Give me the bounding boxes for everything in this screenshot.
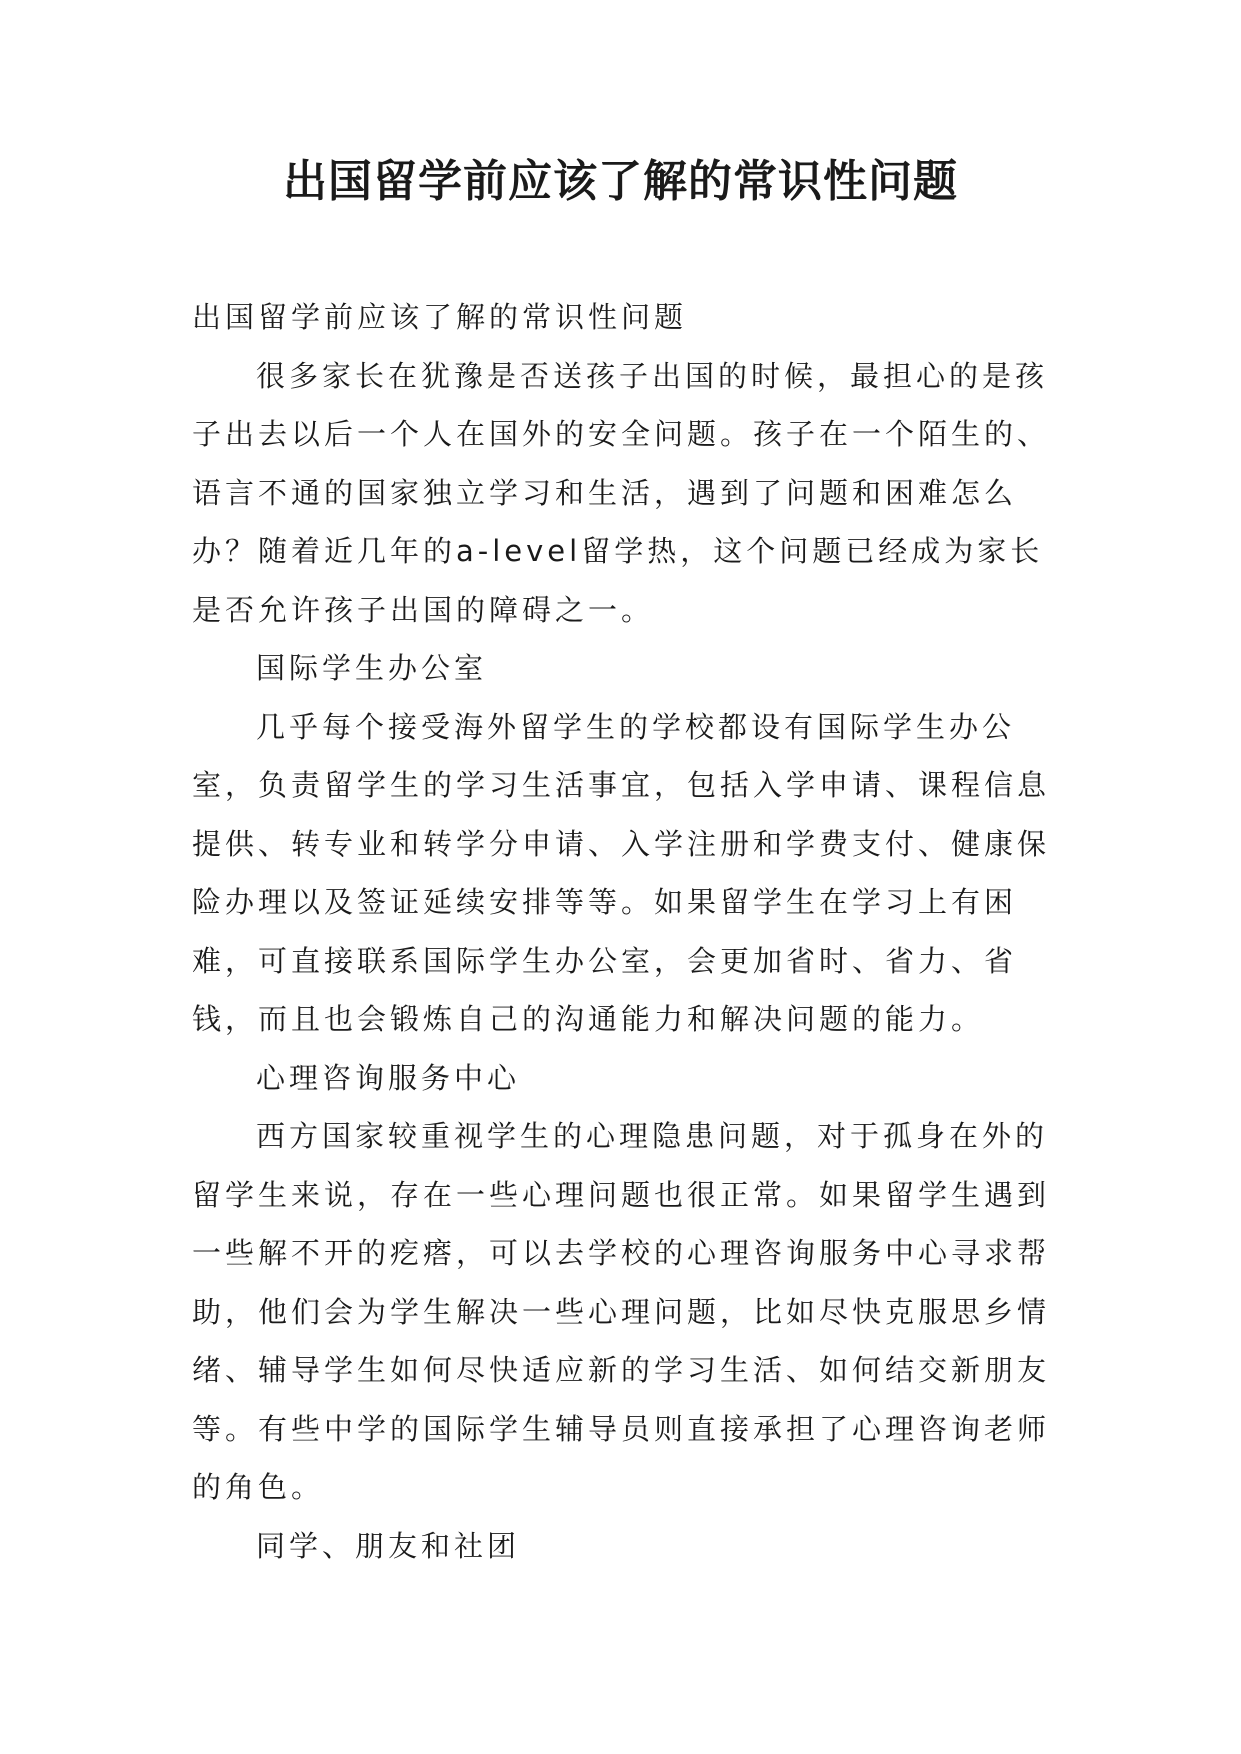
section-heading-counseling-center: 心理咨询服务中心 (256, 1060, 521, 1095)
counseling-center-paragraph: 西方国家较重视学生的心理隐患问题，对于孤身在外的留学生来说，存在一些心理问题也很正常。如果留学生遇到一些解不开的疙瘩，可以去学校的心理咨询服务中心寻求帮助，他们会为学生解决一些心理问题，比如尽快克服思乡情绪、辅导学生如何尽快适应新的学习生活、如何结交新朋友等。有些中学的国际学生辅导员则直接承担了心理咨询老师的角色。 (192, 1119, 1051, 1504)
section-heading-classmates-friends-clubs: 同学、朋友和社团 (256, 1528, 521, 1563)
document-title: 出国留学前应该了解的常识性问题 (283, 156, 958, 207)
international-office-paragraph: 几乎每个接受海外留学生的学校都设有国际学生办公室，负责留学生的学习生活事宜，包括入学申请、课程信息提供、转专业和转学分申请、入学注册和学费支付、健康保险办理以及签证延续安排等等。如果留学生在学习上有困难，可直接联系国际学生办公室，会更加省时、省力、省钱，而且也会锻炼自己的沟通能力和解决问题的能力。 (192, 709, 1051, 1036)
subtitle-paragraph: 出国留学前应该了解的常识性问题 (192, 300, 688, 334)
intro-paragraph: 很多家长在犹豫是否送孩子出国的时候，最担心的是孩子出去以后一个人在国外的安全问题。孩子在一个陌生的、语言不通的国家独立学习和生活，遇到了问题和困难怎么办？随着近几年的a-level留学热，这个问题已经成为家长是否允许孩子出国的障碍之一。 (192, 358, 1051, 627)
document-body (192, 288, 1062, 1575)
section-heading-international-office: 国际学生办公室 (256, 651, 488, 685)
